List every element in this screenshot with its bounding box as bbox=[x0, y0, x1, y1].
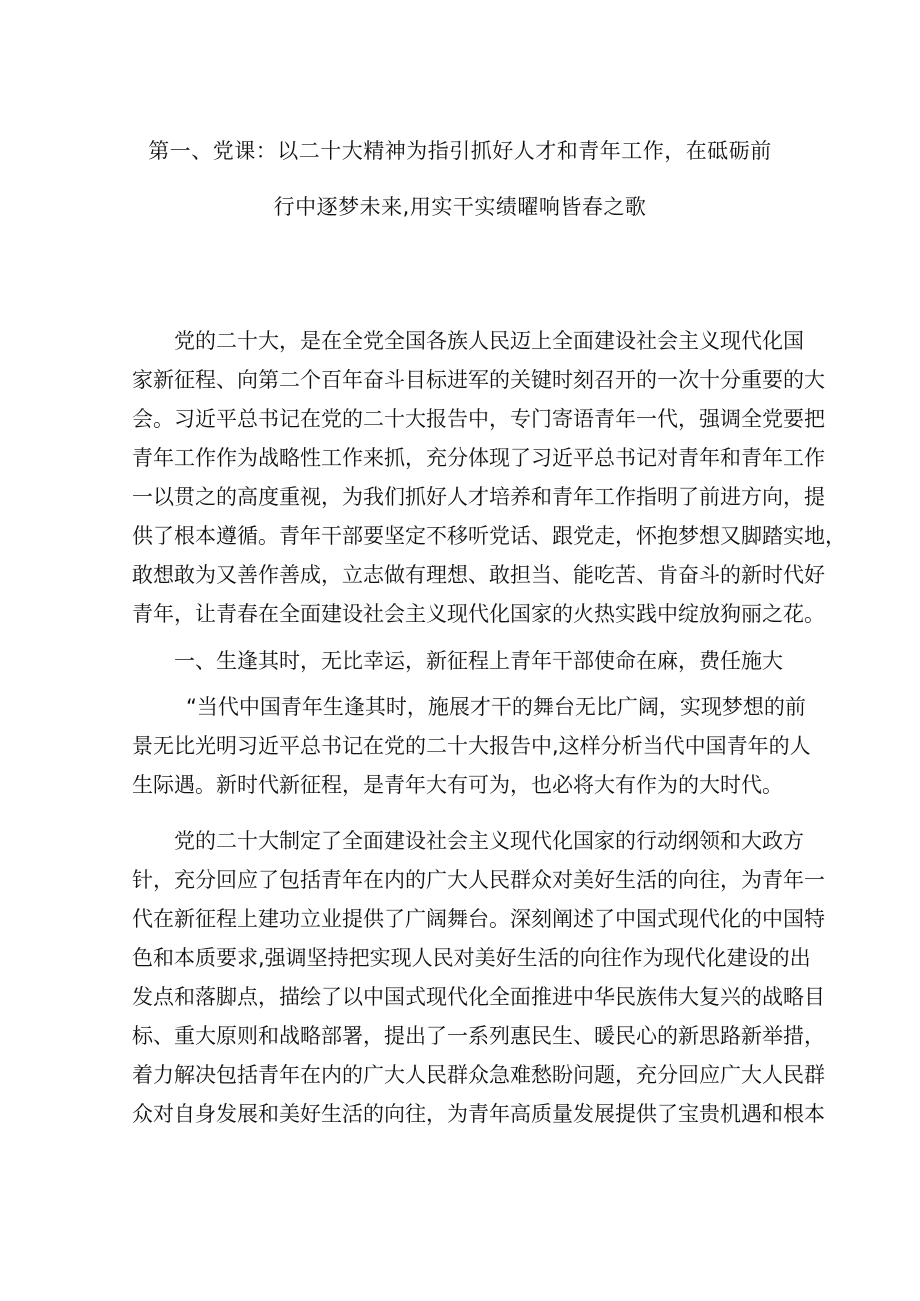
paragraph-3-line: 代在新征程上建功立业提供了广阔舞台。深刻阐述了中国式现代化的中国特 bbox=[132, 907, 825, 931]
paragraph-1-line: 青年工作作为战略性工作来抓，充分体现了习近平总书记对青年和青年工作 bbox=[132, 446, 825, 470]
paragraph-1-line: 会。习近平总书记在党的二十大报告中，专门寄语青年一代，强调全党要把 bbox=[132, 407, 825, 431]
paragraph-3-line: 色和本质要求,强调坚持把实现人民对美好生活的向往作为现代化建设的出 bbox=[132, 946, 811, 970]
paragraph-3-line: 众对自身发展和美好生活的向往，为青年高质量发展提供了宝贵机遇和根本 bbox=[132, 1102, 825, 1126]
paragraph-2-line: 生际遇。新时代新征程，是青年大有可为，也必将大有作为的大时代。 bbox=[132, 773, 783, 797]
paragraph-1-line: 一以贯之的高度重视，为我们抓好人才培养和青年工作指明了前进方向，提 bbox=[132, 485, 825, 509]
paragraph-3-line: 标、重大原则和战略部署，提出了一系列惠民生、暖民心的新思路新举措， bbox=[132, 1024, 825, 1048]
paragraph-3-line: 发点和落脚点，描绘了以中国式现代化全面推进中华民族伟大复兴的战略目 bbox=[132, 985, 825, 1009]
paragraph-1-line: 敢想敢为又善作善成，立志做有理想、敢担当、能吃苦、肯奋斗的新时代好 bbox=[132, 563, 825, 587]
paragraph-3-line: 着力解决包括青年在内的广大人民群众急难愁盼问题，充分回应广大人民群 bbox=[132, 1063, 825, 1087]
paragraph-1-line: 家新征程、向第二个百年奋斗目标进军的关键时刻召开的一次十分重要的大 bbox=[132, 368, 825, 392]
paragraph-1-line: 青年，让青春在全面建设社会主义现代化国家的火热实践中绽放狗丽之花。 bbox=[132, 602, 825, 626]
paragraph-1-line: 党的二十大，是在全党全国各族人民迈上全面建设社会主义现代化国 bbox=[174, 329, 804, 353]
paragraph-3-line: 针，充分回应了包括青年在内的广大人民群众对美好生活的向往，为青年一 bbox=[132, 868, 825, 892]
paragraph-3-line: 党的二十大制定了全面建设社会主义现代化国家的行动纲领和大政方 bbox=[174, 829, 804, 853]
document-title-line-2: 行中逐梦未来,用实干实绩曜响皆春之歌 bbox=[273, 195, 647, 219]
paragraph-2-line: 景无比光明习近平总书记在党的二十大报告中,这样分析当代中国青年的人 bbox=[132, 734, 811, 758]
section-heading-1: 一、生逢其时，无比幸运，新征程上青年干部使命在麻，费任施大 bbox=[174, 649, 783, 673]
document-title-line-1: 第一、党课：以二十大精神为指引抓好人才和青年工作，在砥砺前 bbox=[148, 139, 772, 163]
paragraph-2-line: “当代中国青年生逢其时，施展才干的舞台无比广阔，实现梦想的前 bbox=[186, 695, 806, 719]
paragraph-1-line: 供了根本遵循。青年干部要坚定不移听党话、跟党走，怀抱梦想又脚踏实地， bbox=[132, 524, 846, 548]
